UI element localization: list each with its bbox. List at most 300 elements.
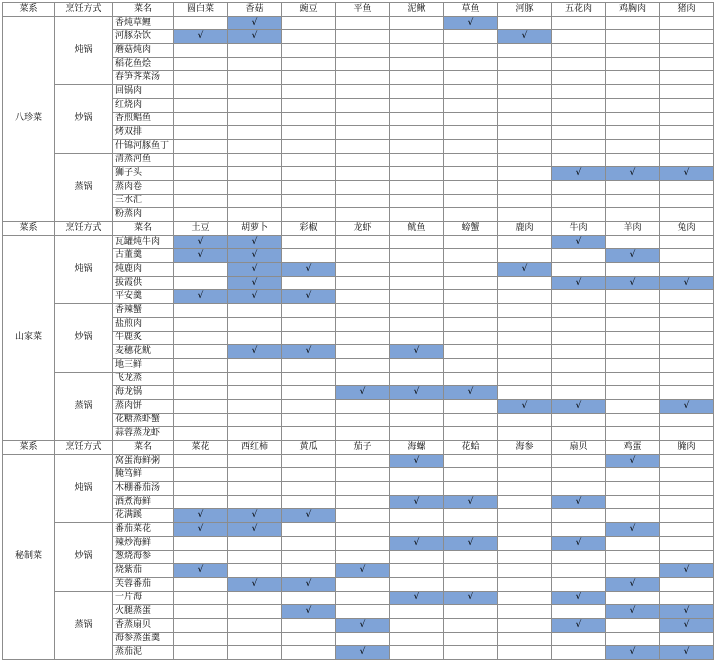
ingredient-empty-cell[interactable] <box>282 167 336 181</box>
ingredient-check-cell[interactable]: √ <box>282 605 336 619</box>
ingredient-empty-cell[interactable] <box>174 345 228 359</box>
ingredient-check-cell[interactable]: √ <box>552 235 606 249</box>
ingredient-empty-cell[interactable] <box>552 317 606 331</box>
ingredient-empty-cell[interactable] <box>282 331 336 345</box>
ingredient-empty-cell[interactable] <box>336 249 390 263</box>
cuisine-category-cell[interactable]: 秘制菜 <box>3 454 55 659</box>
ingredient-header[interactable]: 兔肉 <box>660 222 714 236</box>
ingredient-empty-cell[interactable] <box>282 482 336 496</box>
ingredient-empty-cell[interactable] <box>282 632 336 646</box>
ingredient-empty-cell[interactable] <box>606 509 660 523</box>
ingredient-empty-cell[interactable] <box>660 386 714 400</box>
ingredient-empty-cell[interactable] <box>660 632 714 646</box>
cooking-method-cell[interactable]: 炖锅 <box>55 16 113 84</box>
ingredient-empty-cell[interactable] <box>282 44 336 58</box>
ingredient-empty-cell[interactable] <box>606 112 660 126</box>
ingredient-empty-cell[interactable] <box>228 536 282 550</box>
ingredient-empty-cell[interactable] <box>282 427 336 441</box>
dish-name-cell[interactable]: 蒸茄泥 <box>113 646 174 660</box>
ingredient-empty-cell[interactable] <box>390 413 444 427</box>
ingredient-empty-cell[interactable] <box>336 413 390 427</box>
ingredient-empty-cell[interactable] <box>498 208 552 222</box>
ingredient-check-cell[interactable]: √ <box>606 605 660 619</box>
ingredient-empty-cell[interactable] <box>498 71 552 85</box>
ingredient-header[interactable]: 螃蟹 <box>444 222 498 236</box>
dish-name-cell[interactable]: 烧紫茄 <box>113 564 174 578</box>
ingredient-check-cell[interactable]: √ <box>498 30 552 44</box>
ingredient-empty-cell[interactable] <box>444 468 498 482</box>
ingredient-check-cell[interactable]: √ <box>228 249 282 263</box>
ingredient-empty-cell[interactable] <box>444 249 498 263</box>
ingredient-empty-cell[interactable] <box>660 85 714 99</box>
ingredient-empty-cell[interactable] <box>606 482 660 496</box>
ingredient-empty-cell[interactable] <box>498 180 552 194</box>
ingredient-empty-cell[interactable] <box>444 167 498 181</box>
cooking-method-cell[interactable]: 炒锅 <box>55 304 113 372</box>
dish-name-cell[interactable]: 拔霞供 <box>113 276 174 290</box>
ingredient-empty-cell[interactable] <box>552 208 606 222</box>
ingredient-empty-cell[interactable] <box>552 249 606 263</box>
dish-name-cell[interactable]: 芙蓉番茄 <box>113 577 174 591</box>
ingredient-empty-cell[interactable] <box>174 263 228 277</box>
ingredient-empty-cell[interactable] <box>174 85 228 99</box>
ingredient-empty-cell[interactable] <box>228 591 282 605</box>
ingredient-empty-cell[interactable] <box>660 317 714 331</box>
ingredient-empty-cell[interactable] <box>552 16 606 30</box>
ingredient-empty-cell[interactable] <box>228 112 282 126</box>
ingredient-empty-cell[interactable] <box>444 646 498 660</box>
ingredient-empty-cell[interactable] <box>336 523 390 537</box>
ingredient-empty-cell[interactable] <box>174 317 228 331</box>
ingredient-check-cell[interactable]: √ <box>228 276 282 290</box>
ingredient-empty-cell[interactable] <box>498 413 552 427</box>
dish-name-cell[interactable]: 香辣蟹 <box>113 304 174 318</box>
ingredient-header[interactable]: 海参 <box>498 441 552 455</box>
ingredient-empty-cell[interactable] <box>606 85 660 99</box>
ingredient-empty-cell[interactable] <box>444 317 498 331</box>
ingredient-empty-cell[interactable] <box>282 550 336 564</box>
ingredient-empty-cell[interactable] <box>498 139 552 153</box>
ingredient-empty-cell[interactable] <box>390 523 444 537</box>
ingredient-header[interactable]: 鱿鱼 <box>390 222 444 236</box>
ingredient-empty-cell[interactable] <box>498 98 552 112</box>
dish-name-cell[interactable]: 海参蒸蛋羹 <box>113 632 174 646</box>
ingredient-empty-cell[interactable] <box>444 399 498 413</box>
ingredient-empty-cell[interactable] <box>174 44 228 58</box>
ingredient-empty-cell[interactable] <box>552 57 606 71</box>
ingredient-empty-cell[interactable] <box>174 180 228 194</box>
ingredient-empty-cell[interactable] <box>228 413 282 427</box>
dish-name-cell[interactable]: 清蒸河鱼 <box>113 153 174 167</box>
ingredient-empty-cell[interactable] <box>174 276 228 290</box>
ingredient-header[interactable]: 泥鳅 <box>390 3 444 17</box>
ingredient-empty-cell[interactable] <box>444 482 498 496</box>
ingredient-empty-cell[interactable] <box>336 57 390 71</box>
ingredient-empty-cell[interactable] <box>228 167 282 181</box>
ingredient-empty-cell[interactable] <box>228 44 282 58</box>
ingredient-empty-cell[interactable] <box>336 290 390 304</box>
ingredient-check-cell[interactable]: √ <box>660 618 714 632</box>
ingredient-empty-cell[interactable] <box>390 30 444 44</box>
ingredient-empty-cell[interactable] <box>660 180 714 194</box>
ingredient-empty-cell[interactable] <box>228 372 282 386</box>
ingredient-check-cell[interactable]: √ <box>444 495 498 509</box>
ingredient-empty-cell[interactable] <box>498 495 552 509</box>
ingredient-empty-cell[interactable] <box>660 331 714 345</box>
ingredient-empty-cell[interactable] <box>498 126 552 140</box>
ingredient-empty-cell[interactable] <box>390 98 444 112</box>
dish-name-cell[interactable]: 河豚杂饮 <box>113 30 174 44</box>
ingredient-empty-cell[interactable] <box>336 85 390 99</box>
ingredient-empty-cell[interactable] <box>390 290 444 304</box>
ingredient-empty-cell[interactable] <box>228 208 282 222</box>
ingredient-empty-cell[interactable] <box>660 112 714 126</box>
cooking-method-cell[interactable]: 炖锅 <box>55 454 113 522</box>
dish-name-cell[interactable]: 烤双排 <box>113 126 174 140</box>
ingredient-empty-cell[interactable] <box>228 468 282 482</box>
dish-name-cell[interactable]: 狮子头 <box>113 167 174 181</box>
ingredient-empty-cell[interactable] <box>282 536 336 550</box>
ingredient-empty-cell[interactable] <box>498 605 552 619</box>
ingredient-empty-cell[interactable] <box>498 317 552 331</box>
ingredient-empty-cell[interactable] <box>444 98 498 112</box>
ingredient-empty-cell[interactable] <box>228 331 282 345</box>
ingredient-empty-cell[interactable] <box>282 139 336 153</box>
cooking-method-cell[interactable]: 炒锅 <box>55 85 113 153</box>
ingredient-empty-cell[interactable] <box>606 16 660 30</box>
ingredient-empty-cell[interactable] <box>498 153 552 167</box>
ingredient-check-cell[interactable]: √ <box>390 454 444 468</box>
ingredient-empty-cell[interactable] <box>660 413 714 427</box>
dish-name-cell[interactable]: 火腿蒸蛋 <box>113 605 174 619</box>
ingredient-empty-cell[interactable] <box>552 386 606 400</box>
ingredient-empty-cell[interactable] <box>606 126 660 140</box>
ingredient-empty-cell[interactable] <box>444 290 498 304</box>
ingredient-empty-cell[interactable] <box>228 605 282 619</box>
ingredient-header[interactable]: 鸡胸肉 <box>606 3 660 17</box>
ingredient-check-cell[interactable]: √ <box>606 646 660 660</box>
ingredient-check-cell[interactable]: √ <box>282 509 336 523</box>
ingredient-empty-cell[interactable] <box>174 194 228 208</box>
dish-name-cell[interactable]: 腌笃鲜 <box>113 468 174 482</box>
ingredient-empty-cell[interactable] <box>174 550 228 564</box>
ingredient-empty-cell[interactable] <box>282 564 336 578</box>
ingredient-check-cell[interactable]: √ <box>174 290 228 304</box>
ingredient-empty-cell[interactable] <box>174 618 228 632</box>
ingredient-header[interactable]: 龙虾 <box>336 222 390 236</box>
dish-name-cell[interactable]: 香煎鲳鱼 <box>113 112 174 126</box>
ingredient-empty-cell[interactable] <box>606 372 660 386</box>
ingredient-empty-cell[interactable] <box>606 386 660 400</box>
ingredient-empty-cell[interactable] <box>390 646 444 660</box>
ingredient-empty-cell[interactable] <box>444 194 498 208</box>
ingredient-empty-cell[interactable] <box>390 194 444 208</box>
ingredient-empty-cell[interactable] <box>552 44 606 58</box>
ingredient-empty-cell[interactable] <box>390 153 444 167</box>
ingredient-check-cell[interactable]: √ <box>552 591 606 605</box>
column-header[interactable]: 烹饪方式 <box>55 3 113 17</box>
dish-name-cell[interactable]: 蒜蓉蒸龙虾 <box>113 427 174 441</box>
ingredient-empty-cell[interactable] <box>282 180 336 194</box>
ingredient-empty-cell[interactable] <box>336 550 390 564</box>
ingredient-empty-cell[interactable] <box>552 632 606 646</box>
ingredient-empty-cell[interactable] <box>444 180 498 194</box>
ingredient-empty-cell[interactable] <box>552 468 606 482</box>
ingredient-empty-cell[interactable] <box>552 523 606 537</box>
ingredient-empty-cell[interactable] <box>228 646 282 660</box>
ingredient-empty-cell[interactable] <box>606 536 660 550</box>
ingredient-empty-cell[interactable] <box>444 509 498 523</box>
ingredient-empty-cell[interactable] <box>498 591 552 605</box>
ingredient-check-cell[interactable]: √ <box>606 249 660 263</box>
ingredient-header[interactable]: 牛肉 <box>552 222 606 236</box>
ingredient-empty-cell[interactable] <box>498 331 552 345</box>
ingredient-header[interactable]: 五花肉 <box>552 3 606 17</box>
ingredient-empty-cell[interactable] <box>444 427 498 441</box>
ingredient-empty-cell[interactable] <box>174 372 228 386</box>
ingredient-empty-cell[interactable] <box>228 180 282 194</box>
ingredient-empty-cell[interactable] <box>390 605 444 619</box>
ingredient-empty-cell[interactable] <box>444 413 498 427</box>
ingredient-empty-cell[interactable] <box>336 276 390 290</box>
ingredient-header[interactable]: 土豆 <box>174 222 228 236</box>
ingredient-empty-cell[interactable] <box>228 632 282 646</box>
ingredient-empty-cell[interactable] <box>336 358 390 372</box>
dish-name-cell[interactable]: 三水汇 <box>113 194 174 208</box>
ingredient-empty-cell[interactable] <box>174 16 228 30</box>
ingredient-empty-cell[interactable] <box>228 126 282 140</box>
dish-name-cell[interactable]: 春笋荠菜汤 <box>113 71 174 85</box>
ingredient-empty-cell[interactable] <box>660 495 714 509</box>
dish-name-cell[interactable]: 粉蒸肉 <box>113 208 174 222</box>
column-header[interactable]: 菜名 <box>113 3 174 17</box>
column-header[interactable]: 菜系 <box>3 3 55 17</box>
ingredient-empty-cell[interactable] <box>390 44 444 58</box>
ingredient-check-cell[interactable]: √ <box>390 536 444 550</box>
ingredient-empty-cell[interactable] <box>336 71 390 85</box>
ingredient-empty-cell[interactable] <box>390 358 444 372</box>
ingredient-empty-cell[interactable] <box>390 167 444 181</box>
ingredient-empty-cell[interactable] <box>336 112 390 126</box>
ingredient-empty-cell[interactable] <box>336 16 390 30</box>
ingredient-empty-cell[interactable] <box>606 208 660 222</box>
ingredient-empty-cell[interactable] <box>498 249 552 263</box>
ingredient-check-cell[interactable]: √ <box>228 235 282 249</box>
dish-name-cell[interactable]: 稻花鱼烩 <box>113 57 174 71</box>
ingredient-check-cell[interactable]: √ <box>498 399 552 413</box>
ingredient-empty-cell[interactable] <box>498 550 552 564</box>
ingredient-empty-cell[interactable] <box>282 57 336 71</box>
ingredient-check-cell[interactable]: √ <box>552 399 606 413</box>
ingredient-empty-cell[interactable] <box>552 194 606 208</box>
ingredient-empty-cell[interactable] <box>498 276 552 290</box>
ingredient-empty-cell[interactable] <box>498 386 552 400</box>
ingredient-check-cell[interactable]: √ <box>228 290 282 304</box>
ingredient-empty-cell[interactable] <box>660 194 714 208</box>
column-header[interactable]: 菜名 <box>113 441 174 455</box>
ingredient-empty-cell[interactable] <box>228 139 282 153</box>
ingredient-empty-cell[interactable] <box>444 126 498 140</box>
ingredient-empty-cell[interactable] <box>390 632 444 646</box>
ingredient-empty-cell[interactable] <box>444 57 498 71</box>
ingredient-empty-cell[interactable] <box>606 495 660 509</box>
cooking-method-cell[interactable]: 炖锅 <box>55 235 113 303</box>
ingredient-empty-cell[interactable] <box>552 577 606 591</box>
ingredient-empty-cell[interactable] <box>174 304 228 318</box>
ingredient-empty-cell[interactable] <box>390 427 444 441</box>
ingredient-check-cell[interactable]: √ <box>444 536 498 550</box>
ingredient-header[interactable]: 腌肉 <box>660 441 714 455</box>
ingredient-empty-cell[interactable] <box>282 399 336 413</box>
ingredient-check-cell[interactable]: √ <box>228 16 282 30</box>
ingredient-empty-cell[interactable] <box>660 98 714 112</box>
ingredient-empty-cell[interactable] <box>228 57 282 71</box>
ingredient-header[interactable]: 香菇 <box>228 3 282 17</box>
ingredient-check-cell[interactable]: √ <box>174 235 228 249</box>
ingredient-empty-cell[interactable] <box>552 290 606 304</box>
ingredient-empty-cell[interactable] <box>336 44 390 58</box>
ingredient-header[interactable]: 扇贝 <box>552 441 606 455</box>
ingredient-empty-cell[interactable] <box>282 372 336 386</box>
ingredient-empty-cell[interactable] <box>552 646 606 660</box>
ingredient-check-cell[interactable]: √ <box>552 618 606 632</box>
ingredient-empty-cell[interactable] <box>336 345 390 359</box>
ingredient-empty-cell[interactable] <box>552 427 606 441</box>
ingredient-empty-cell[interactable] <box>552 331 606 345</box>
ingredient-empty-cell[interactable] <box>606 71 660 85</box>
ingredient-empty-cell[interactable] <box>336 482 390 496</box>
ingredient-empty-cell[interactable] <box>660 44 714 58</box>
ingredient-empty-cell[interactable] <box>444 454 498 468</box>
ingredient-empty-cell[interactable] <box>606 591 660 605</box>
dish-name-cell[interactable]: 香炖草鲤 <box>113 16 174 30</box>
ingredient-empty-cell[interactable] <box>660 468 714 482</box>
ingredient-empty-cell[interactable] <box>552 358 606 372</box>
ingredient-empty-cell[interactable] <box>336 194 390 208</box>
ingredient-empty-cell[interactable] <box>498 482 552 496</box>
ingredient-empty-cell[interactable] <box>606 30 660 44</box>
ingredient-empty-cell[interactable] <box>336 139 390 153</box>
ingredient-empty-cell[interactable] <box>660 30 714 44</box>
ingredient-empty-cell[interactable] <box>336 591 390 605</box>
ingredient-empty-cell[interactable] <box>444 85 498 99</box>
ingredient-empty-cell[interactable] <box>606 550 660 564</box>
dish-name-cell[interactable]: 炖鹿肉 <box>113 263 174 277</box>
dish-name-cell[interactable]: 平安羹 <box>113 290 174 304</box>
ingredient-header[interactable]: 河豚 <box>498 3 552 17</box>
ingredient-empty-cell[interactable] <box>660 591 714 605</box>
ingredient-empty-cell[interactable] <box>552 482 606 496</box>
ingredient-empty-cell[interactable] <box>606 564 660 578</box>
ingredient-empty-cell[interactable] <box>174 495 228 509</box>
ingredient-empty-cell[interactable] <box>228 427 282 441</box>
ingredient-header[interactable]: 羊肉 <box>606 222 660 236</box>
ingredient-check-cell[interactable]: √ <box>606 577 660 591</box>
ingredient-empty-cell[interactable] <box>606 331 660 345</box>
ingredient-header[interactable]: 圆白菜 <box>174 3 228 17</box>
ingredient-empty-cell[interactable] <box>660 71 714 85</box>
ingredient-empty-cell[interactable] <box>282 208 336 222</box>
ingredient-empty-cell[interactable] <box>552 605 606 619</box>
ingredient-check-cell[interactable]: √ <box>390 386 444 400</box>
dish-name-cell[interactable]: 麦穗花鱿 <box>113 345 174 359</box>
ingredient-check-cell[interactable]: √ <box>228 345 282 359</box>
ingredient-empty-cell[interactable] <box>444 577 498 591</box>
ingredient-empty-cell[interactable] <box>174 646 228 660</box>
ingredient-empty-cell[interactable] <box>660 536 714 550</box>
ingredient-check-cell[interactable]: √ <box>174 30 228 44</box>
ingredient-empty-cell[interactable] <box>606 263 660 277</box>
ingredient-empty-cell[interactable] <box>552 153 606 167</box>
ingredient-empty-cell[interactable] <box>228 194 282 208</box>
ingredient-empty-cell[interactable] <box>174 605 228 619</box>
ingredient-empty-cell[interactable] <box>606 194 660 208</box>
ingredient-empty-cell[interactable] <box>498 523 552 537</box>
ingredient-empty-cell[interactable] <box>282 71 336 85</box>
ingredient-empty-cell[interactable] <box>498 304 552 318</box>
ingredient-empty-cell[interactable] <box>390 126 444 140</box>
ingredient-empty-cell[interactable] <box>660 290 714 304</box>
ingredient-empty-cell[interactable] <box>228 618 282 632</box>
dish-name-cell[interactable]: 蒸肉卷 <box>113 180 174 194</box>
ingredient-empty-cell[interactable] <box>552 454 606 468</box>
ingredient-header[interactable]: 黄瓜 <box>282 441 336 455</box>
cuisine-category-cell[interactable]: 山家菜 <box>3 235 55 440</box>
ingredient-empty-cell[interactable] <box>390 208 444 222</box>
ingredient-empty-cell[interactable] <box>606 468 660 482</box>
ingredient-empty-cell[interactable] <box>174 413 228 427</box>
ingredient-empty-cell[interactable] <box>606 57 660 71</box>
ingredient-empty-cell[interactable] <box>390 577 444 591</box>
ingredient-check-cell[interactable]: √ <box>282 290 336 304</box>
ingredient-empty-cell[interactable] <box>606 153 660 167</box>
ingredient-empty-cell[interactable] <box>390 550 444 564</box>
ingredient-empty-cell[interactable] <box>444 208 498 222</box>
ingredient-empty-cell[interactable] <box>228 153 282 167</box>
dish-name-cell[interactable]: 蘑菇炖肉 <box>113 44 174 58</box>
ingredient-empty-cell[interactable] <box>336 495 390 509</box>
ingredient-empty-cell[interactable] <box>444 550 498 564</box>
ingredient-empty-cell[interactable] <box>282 386 336 400</box>
ingredient-header[interactable]: 西红柿 <box>228 441 282 455</box>
dish-name-cell[interactable]: 红烧肉 <box>113 98 174 112</box>
column-header[interactable]: 烹饪方式 <box>55 441 113 455</box>
dish-name-cell[interactable]: 飞龙蒸 <box>113 372 174 386</box>
ingredient-empty-cell[interactable] <box>552 564 606 578</box>
ingredient-empty-cell[interactable] <box>498 372 552 386</box>
cooking-method-cell[interactable]: 炒锅 <box>55 523 113 591</box>
column-header[interactable]: 菜名 <box>113 222 174 236</box>
ingredient-empty-cell[interactable] <box>498 16 552 30</box>
ingredient-empty-cell[interactable] <box>174 112 228 126</box>
ingredient-empty-cell[interactable] <box>390 276 444 290</box>
ingredient-check-cell[interactable]: √ <box>606 167 660 181</box>
ingredient-empty-cell[interactable] <box>282 30 336 44</box>
ingredient-empty-cell[interactable] <box>282 468 336 482</box>
ingredient-empty-cell[interactable] <box>444 276 498 290</box>
ingredient-empty-cell[interactable] <box>606 618 660 632</box>
ingredient-empty-cell[interactable] <box>336 98 390 112</box>
ingredient-empty-cell[interactable] <box>282 98 336 112</box>
ingredient-empty-cell[interactable] <box>282 413 336 427</box>
ingredient-empty-cell[interactable] <box>498 85 552 99</box>
ingredient-check-cell[interactable]: √ <box>390 495 444 509</box>
ingredient-empty-cell[interactable] <box>282 112 336 126</box>
ingredient-empty-cell[interactable] <box>390 249 444 263</box>
ingredient-empty-cell[interactable] <box>444 632 498 646</box>
ingredient-empty-cell[interactable] <box>606 304 660 318</box>
ingredient-check-cell[interactable]: √ <box>444 16 498 30</box>
